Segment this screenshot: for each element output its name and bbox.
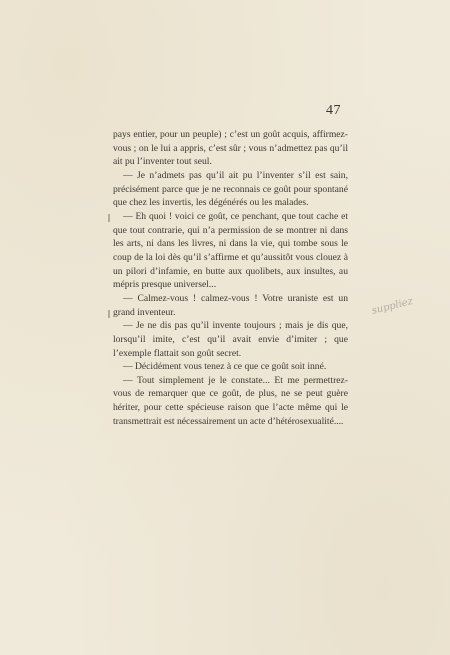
page-number: 47 <box>326 103 341 118</box>
paragraph: — Eh quoi ! voici ce goût, ce penchant, que tout cache et que tout contrarie, qui n’a permission de se montrer ni dans les arts, ni dans les livres, ni dans la vie, qui tombe sous le coup de la loi dès qu’il s’affirme et qu’aussitôt vous clouez à un pilori d’infamie, en butte aux quolibets, aux insultes, au mépris presque universel... <box>113 210 348 291</box>
handwritten-margin-note: suppliez <box>370 296 415 317</box>
paragraph: — Décidément vous tenez à ce que ce goût soit inné. <box>123 361 327 373</box>
paragraph: — Je ne dis pas qu’il invente toujours ; mais je dis que, lorsqu’il imite, c’est qu’il avait envie d’imiter ; que l’exemple flattait son goût secret. <box>113 320 348 359</box>
paragraph: pays entier, pour un peuple) ; c’est un goût acquis, affirmez-vous ; on le lui a appris, c’est sûr ; vous n’admettez pas qu’il ait pu l’inventer tout seul. <box>113 129 348 168</box>
paragraph: — Je n’admets pas qu’il ait pu l’inventer s’il est sain, précisément parce que je ne reconnais ce goût pour spontané que chez les invertis, les dégénérés ou les malades. <box>113 169 348 209</box>
margin-mark <box>108 214 110 222</box>
margin-mark <box>108 310 110 318</box>
paragraph: — Tout simplement je le constate... Et me permettrez-vous de remarquer que ce goût, de plus, ne se peut guère hériter, pour cette spécieuse raison que l’acte même qui le transmettrait est nécessairement un acte d’hétérosexualité.... <box>113 374 348 427</box>
body-text <box>113 128 348 428</box>
paragraph: — Calmez-vous ! calmez-vous ! Votre uraniste est un grand inventeur. <box>113 292 348 318</box>
